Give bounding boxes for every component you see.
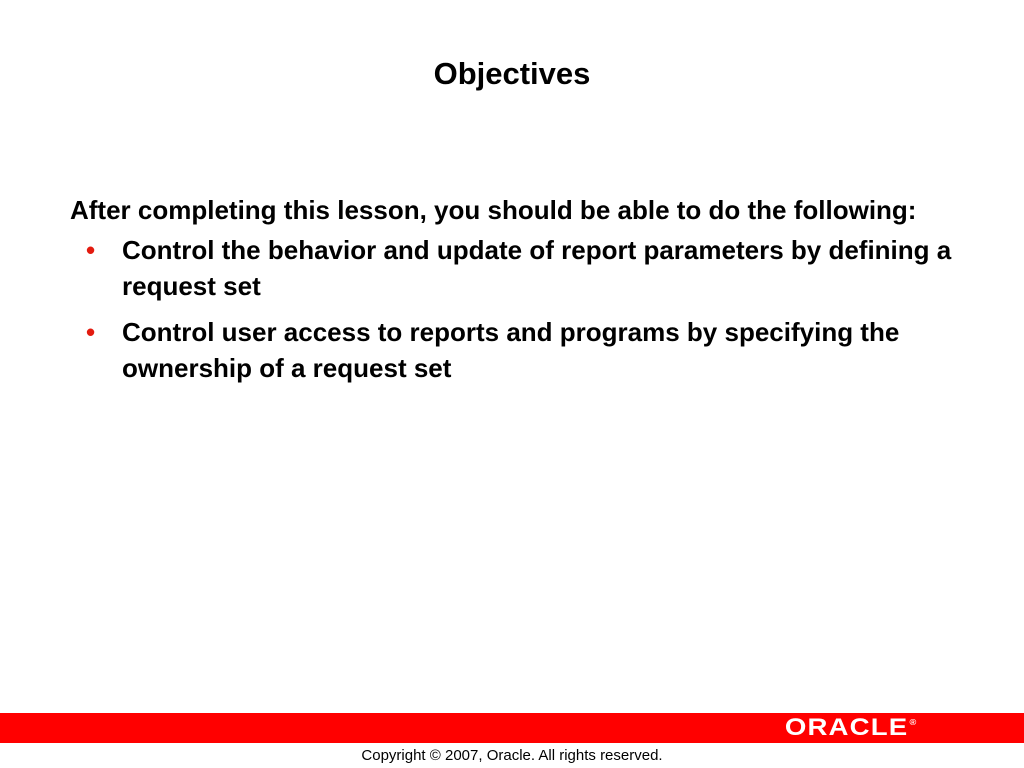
list-item: [70, 232, 970, 304]
bullet-text: Control user access to reports and programs by specifying the ownership of a request set: [122, 317, 900, 383]
list-item: [70, 314, 970, 386]
footer-bar: [0, 713, 1024, 743]
logo-text: ORACLE: [784, 714, 909, 741]
slide-content: [70, 192, 970, 396]
bullet-icon: •: [86, 317, 96, 347]
bullet-icon: •: [86, 235, 96, 265]
oracle-logo: [785, 716, 916, 740]
slide-title: Objectives: [433, 56, 591, 91]
intro-text: After completing this lesson, you should be able to do the following:: [70, 195, 917, 225]
registered-mark: ®: [909, 717, 916, 727]
bullet-text: Control the behavior and update of report parameters by defining a request set: [122, 235, 952, 301]
copyright-notice: Copyright © 2007, Oracle. All rights reserved.: [361, 747, 663, 764]
objectives-list: [70, 232, 970, 386]
